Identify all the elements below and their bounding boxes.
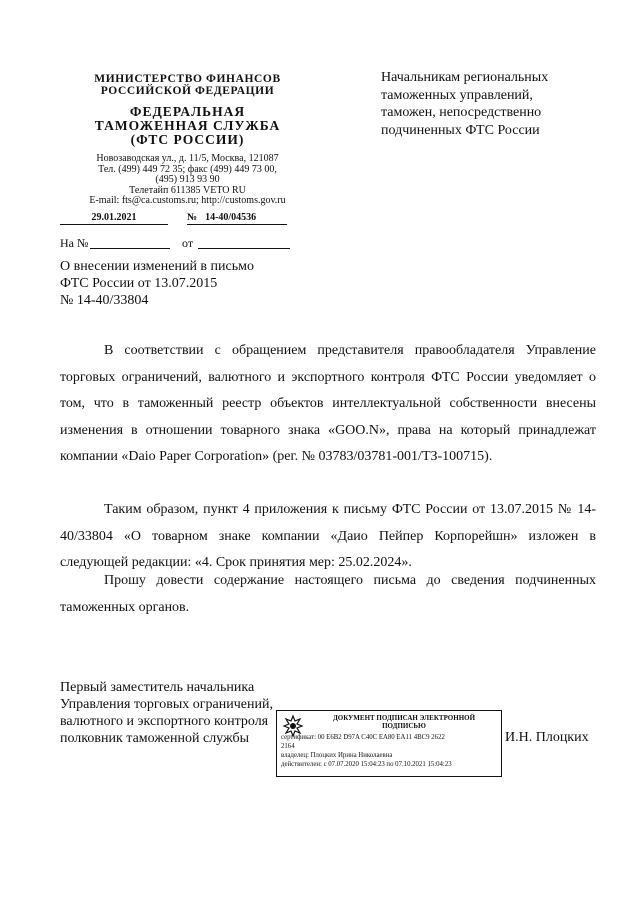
document-number: № 14-40/04536 <box>187 212 287 225</box>
stamp-details: сертификат: 00 E6B2 D97A C40C EA80 EA11 4BC9 2622 2164 владелец: Плоцких Ирина Николаевна действителен: с 07.07.2020 15:04:23 по 07.10.2021 15:04:23 <box>281 734 452 768</box>
ref-date-blank <box>198 248 290 249</box>
body-paragraph-3: Прошу довести содержание настоящего письма до сведения подчиненных таможенных органов. <box>60 573 596 615</box>
service-name: ФЕДЕРАЛЬНАЯ ТАМОЖЕННАЯ СЛУЖБА (ФТС РОССИИ) <box>94 104 281 147</box>
stamp-title: ДОКУМЕНТ ПОДПИСАН ЭЛЕКТРОННОЙ ПОДПИСЬЮ <box>332 714 476 730</box>
electronic-signature-stamp <box>276 710 502 777</box>
signer-position: Первый заместитель начальника Управления торговых ограничений, валютного и экспортного контроля полковник таможенной службы <box>60 680 273 746</box>
recipient-block: Начальникам региональных таможенных управлений, таможен, непосредственно подчиненных ФТС России <box>381 70 549 138</box>
ref-number-blank <box>90 248 170 249</box>
document-date: 29.01.2021 <box>60 212 168 225</box>
subject: О внесении изменений в письмо ФТС России от 13.07.2015 № 14-40/33804 <box>60 259 254 308</box>
body-paragraph-1: В соответствии с обращением представителя правообладателя Управление торговых ограничений, валютного и экспортного контроля ФТС России уведомляет о том, что в таможенный реестр объектов интеллектуальной собственности внесены изменения в отношении товарного знака «GOO.N», права на который принадлежат компании «Daio Paper Corporation» (рег. № 03783/03781-001/ТЗ-100715). <box>60 343 596 464</box>
ministry-name: МИНИСТЕРСТВО ФИНАНСОВ РОССИЙСКОЙ ФЕДЕРАЦИИ <box>94 73 281 97</box>
contact-info: Новозаводская ул., д. 11/5, Москва, 121087 Тел. (499) 449 72 35; факс (499) 449 73 00, (495) 913 93 90 Телетайп 611385 VETO RU E-mail: fts@ca.customs.ru; http://customs.gov.ru <box>89 153 286 206</box>
body-paragraph-2: Таким образом, пункт 4 приложения к письму ФТС России от 13.07.2015 № 14-40/33804 «О товарном знаке компании «Даио Пейпер Корпорейшн» изложен в следующей редакции: «4. Срок принятия мер: 25.02.2024». <box>60 502 596 570</box>
signer-name: И.Н. Плоцких <box>505 730 589 745</box>
